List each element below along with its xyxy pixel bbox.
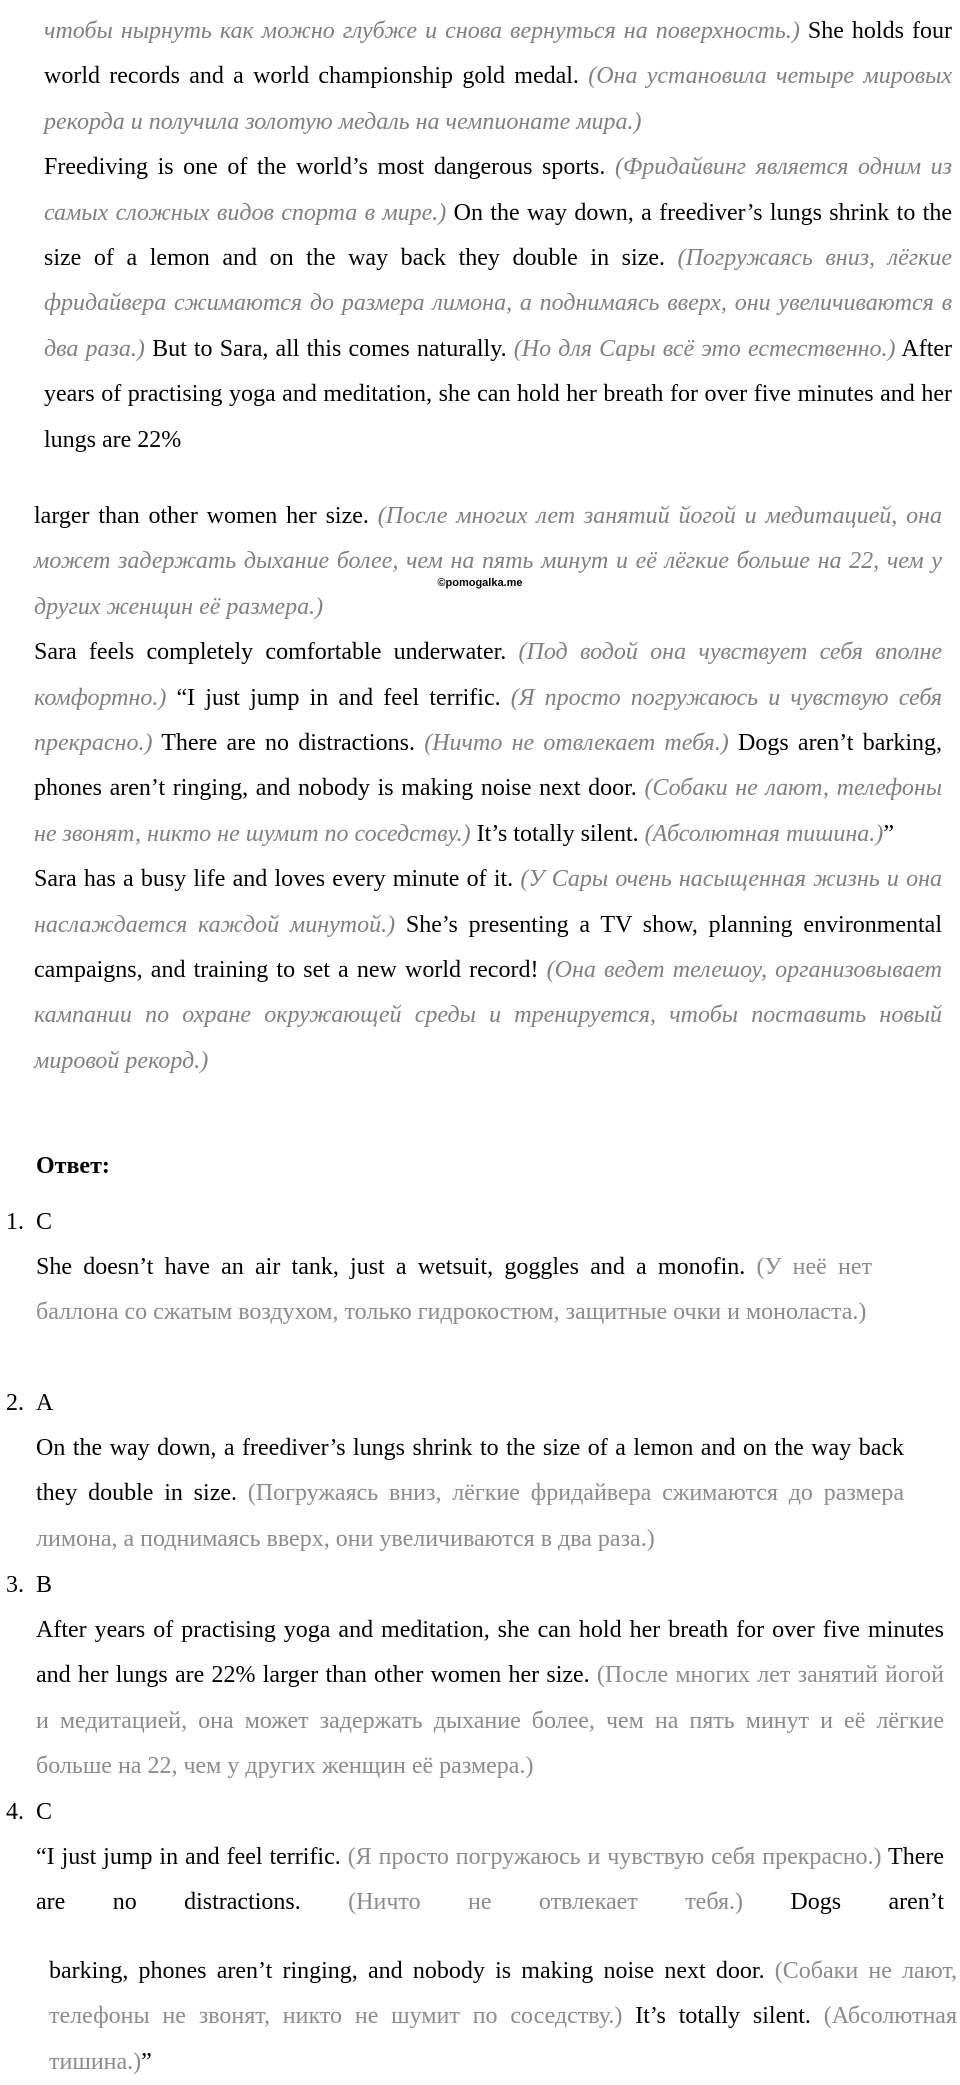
russian-translation: (Фридайвинг является одним из самых сложных видов спорта в мире.) bbox=[44, 154, 953, 226]
russian-translation: (После многих лет занятий йогой и медитацией, она может задержать дыхание более, чем на пять минут и её лёгкие больше на 22, чем у других женщин её размера.) bbox=[34, 503, 942, 620]
russian-translation: (Я просто погружаюсь и чувствую себя прекрасно.) bbox=[347, 1844, 882, 1870]
paragraph bbox=[34, 857, 942, 1084]
russian-translation: (Ничто не отвлекает тебя.) bbox=[424, 730, 729, 757]
paragraph bbox=[44, 145, 952, 463]
english-sentence: There are no distractions. bbox=[36, 1844, 944, 1916]
answer-letter: A bbox=[36, 1390, 54, 1416]
answer-letter: C bbox=[36, 1799, 53, 1825]
russian-translation: (Но для Сары всё это естественно.) bbox=[513, 335, 896, 362]
answer-explanation bbox=[36, 1245, 872, 1336]
closing-quote: ” bbox=[883, 820, 894, 847]
english-sentence: It’s totally silent. bbox=[635, 2003, 811, 2030]
closing-quote: ” bbox=[141, 2048, 152, 2075]
english-sentence: There are no distractions. bbox=[161, 730, 415, 757]
russian-translation: (Под водой она чувствует себя вполне комфортно.) bbox=[34, 639, 942, 711]
russian-translation: (Собаки не лают, телефоны не звонят, никто не шумит по соседству.) bbox=[34, 775, 943, 847]
watermark: ©pomogalka.me bbox=[437, 577, 523, 589]
russian-translation: (Погружаясь вниз, лёгкие фридайвера сжимаются до размера лимона, а поднимаясь вверх, они увеличиваются в два раза.) bbox=[44, 245, 953, 362]
english-sentence: Sara has a busy life and loves every minute of it. bbox=[34, 866, 514, 893]
english-sentence: It’s totally silent. bbox=[476, 820, 639, 847]
answer-number: 2. bbox=[6, 1390, 24, 1416]
english-sentence: After years of practising yoga and meditation, she can hold her breath for over five minutes and her lungs are 22% larger than other women her size. bbox=[36, 1617, 944, 1689]
paragraph bbox=[36, 1835, 944, 1926]
english-sentence: Dogs aren’t barking, phones aren’t ringing, and nobody is making noise next door. bbox=[34, 730, 943, 802]
english-sentence: barking, phones aren’t ringing, and nobody is making noise next door. bbox=[49, 1958, 765, 1984]
russian-translation: (Погружаясь вниз, лёгкие фридайвера сжимаются до размера лимона, а поднимаясь вверх, они увеличиваются в два раза.) bbox=[36, 1480, 905, 1552]
russian-translation: (Собаки не лают, телефоны не звонят, никто не шумит по соседству.) bbox=[49, 1958, 958, 2030]
text-block-top bbox=[44, 9, 952, 463]
answer-explanation bbox=[36, 1608, 944, 1790]
english-sentence: “I just jump in and feel terrific. bbox=[36, 1844, 341, 1870]
english-sentence: Dogs aren’t bbox=[790, 1889, 944, 1916]
answer-explanation bbox=[36, 1835, 944, 1926]
russian-translation: (После многих лет занятий йогой и медитацией, она может задержать дыхание более, чем на пять минут и её лёгкие больше на 22, чем у других женщин её размера.) bbox=[36, 1662, 944, 1780]
answer-explanation-continued bbox=[49, 1949, 957, 2085]
russian-translation: (У неё нет баллона со сжатым воздухом, только гидрокостюм, защитные очки и моноласта.) bbox=[36, 1254, 873, 1326]
russian-translation: (Абсолютная тишина.) bbox=[644, 820, 884, 847]
russian-translation: (Она ведет телешоу, организовывает кампании по охране окружающей среды и тренируется, чтобы поставить новый мировой рекорд.) bbox=[34, 957, 943, 1074]
english-sentence: But to Sara, all this comes naturally. bbox=[152, 335, 507, 362]
english-sentence: She holds four world records and a world championship gold medal. bbox=[44, 18, 952, 90]
answer-number: 1. bbox=[6, 1209, 24, 1235]
russian-translation: (Я просто погружаюсь и чувствую себя прекрасно.) bbox=[34, 684, 943, 757]
answer-heading: Ответ: bbox=[36, 1153, 110, 1179]
english-sentence: She doesn’t have an air tank, just a wetsuit, goggles and a monofin. bbox=[36, 1254, 746, 1280]
answer-explanation bbox=[36, 1426, 904, 1562]
paragraph bbox=[34, 630, 942, 857]
english-sentence: Freediving is one of the world’s most dangerous sports. bbox=[44, 154, 606, 181]
russian-translation: (Ничто не отвлекает тебя.) bbox=[348, 1889, 743, 1916]
russian-translation: (Она установила четыре мировых рекорда и получила золотую медаль на чемпионате мира.) bbox=[44, 63, 953, 135]
answer-number: 3. bbox=[6, 1572, 24, 1598]
english-sentence: “I just jump in and feel terrific. bbox=[176, 684, 501, 711]
paragraph bbox=[44, 9, 952, 145]
english-sentence: After years of practising yoga and meditation, she can hold her breath for over five minutes and her lungs are 22% bbox=[44, 335, 953, 453]
answer-letter: B bbox=[36, 1572, 53, 1598]
russian-translation: (У Сары очень насыщенная жизнь и она наслаждается каждой минутой.) bbox=[34, 866, 943, 938]
paragraph bbox=[34, 494, 942, 630]
answer-letter: C bbox=[36, 1209, 53, 1235]
russian-translation: (Абсолютная тишина.) bbox=[49, 2003, 957, 2075]
english-sentence: On the way down, a freediver’s lungs shrink to the size of a lemon and on the way back they double in size. bbox=[36, 1435, 904, 1507]
russian-translation: чтобы нырнуть как можно глубже и снова вернуться на поверхность.) bbox=[44, 18, 800, 44]
english-sentence: She’s presenting a TV show, planning environmental campaigns, and training to set a new world record! bbox=[34, 911, 943, 984]
answer-number: 4. bbox=[6, 1799, 24, 1825]
english-sentence: larger than other women her size. bbox=[34, 503, 369, 529]
english-sentence: Sara feels completely comfortable underwater. bbox=[34, 639, 507, 666]
english-sentence: On the way down, a freediver’s lungs shrink to the size of a lemon and on the way back they double in size. bbox=[44, 199, 952, 272]
